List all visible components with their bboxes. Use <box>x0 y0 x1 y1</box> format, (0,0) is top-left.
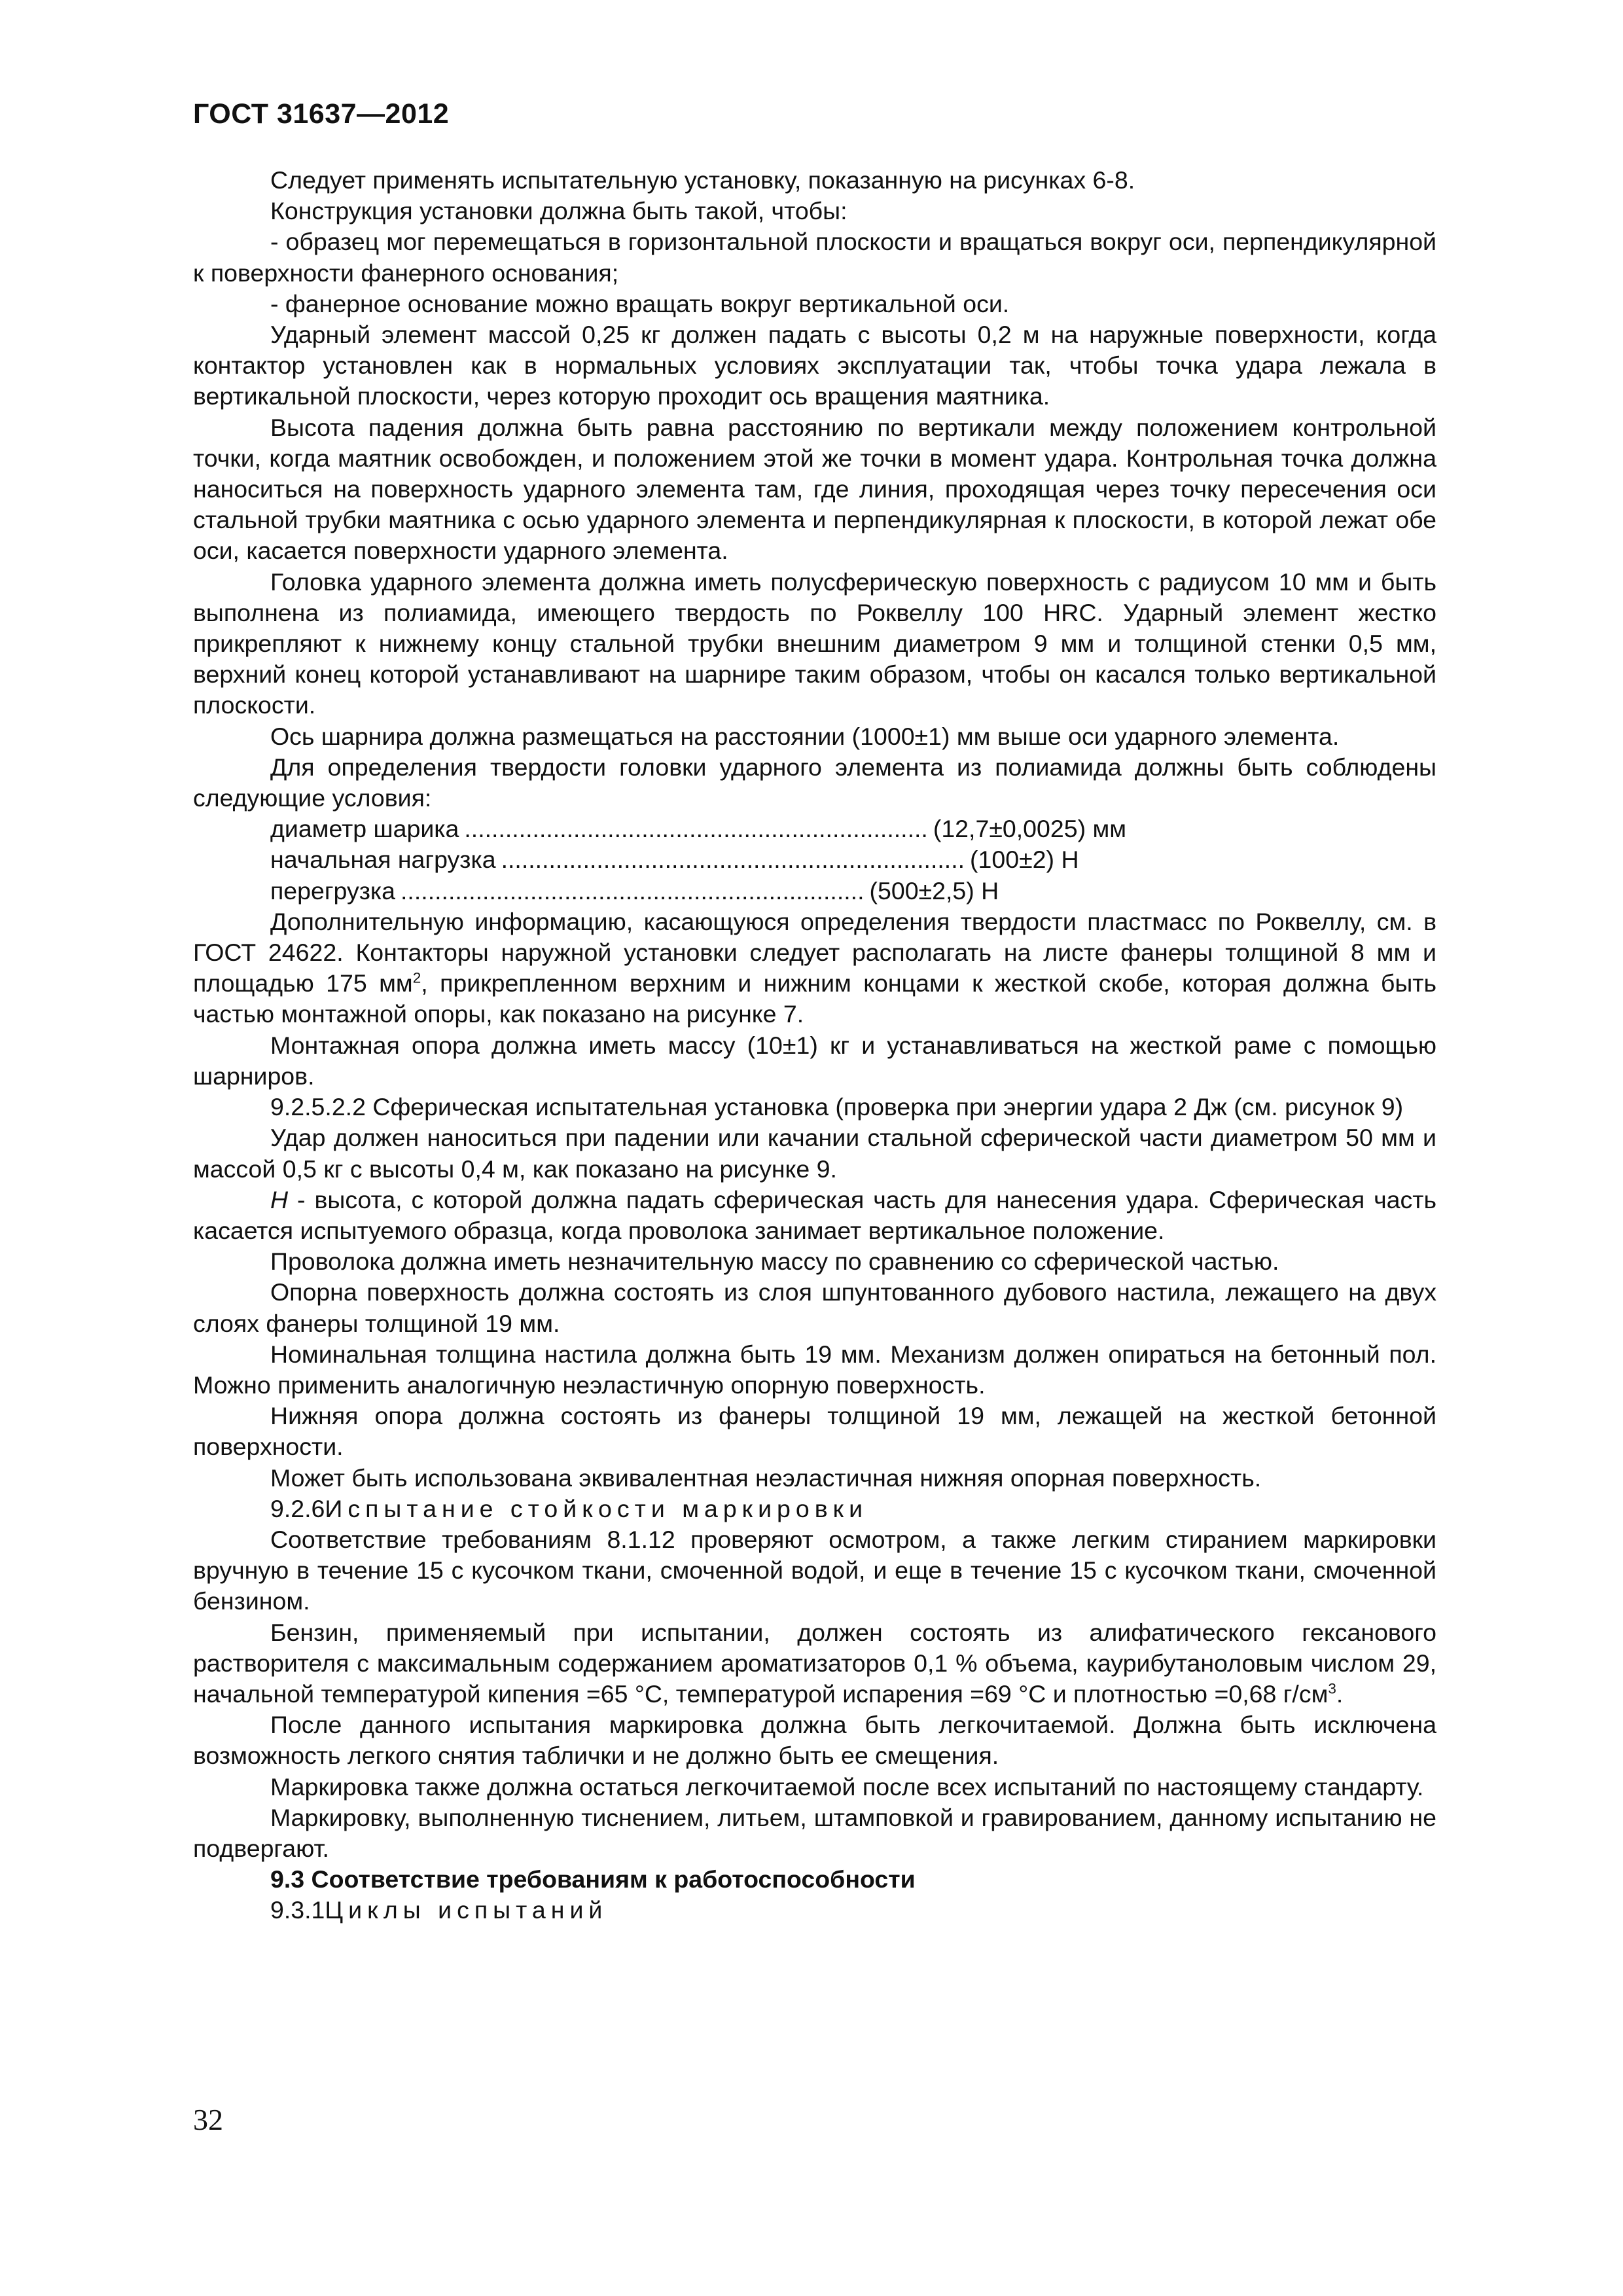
paragraph: Маркировка также должна остаться легкочитаемой после всех испытаний по настоящему стандарту. <box>270 1772 1424 1801</box>
paragraph: Конструкция установки должна быть такой, чтобы: <box>270 197 847 225</box>
condition-row <box>193 814 1127 844</box>
paragraph: Нижняя опора должна состоять из фанеры толщиной 19 мм, лежащей на жесткой бетонной поверхности. <box>193 1402 1436 1461</box>
condition-row <box>193 844 1079 875</box>
section-heading-9-3: 9.3 Соответствие требованиям к работоспособности <box>270 1865 916 1893</box>
paragraph <box>193 906 1436 1030</box>
paragraph-text: Бензин, применяемый при испытании, должен состоять из алифатического гексанового растворителя с максимальным содержанием ароматизаторов 0,1 % объема, каурибутаноловым числом 29, начальной температурой кипения =65 °С, температурой испарения =69 °С и плотностью =0,68 г/см <box>193 1618 1436 1708</box>
paragraph: Ударный элемент массой 0,25 кг должен падать с высоты 0,2 м на наружные поверхности, когда контактор установлен как в нормальных условиях эксплуатации так, чтобы точка удара лежала в вертикальной плоскости, через которую проходит ось вращения маятника. <box>193 321 1436 410</box>
section-heading-9-3-1 <box>193 1895 1436 1926</box>
paragraph: Проволока должна иметь незначительную массу по сравнению со сферической частью. <box>270 1247 1279 1276</box>
paragraph: Высота падения должна быть равна расстоянию по вертикали между положением контрольной точки, когда маятник освобожден, и положением этой же точки в момент удара. Контрольная точка должна наноситься на поверхность ударного элемента там, где линия, проходящая через точку пересечения оси стальной трубки маятника с осью ударного элемента и перпендикулярная к плоскости, в которой лежат обе оси, касается поверхности ударного элемента. <box>193 413 1436 565</box>
paragraph: Соответствие требованиям 8.1.12 проверяют осмотром, а также легким стиранием маркировки вручную в течение 15 с кусочком ткани, смоченной водой, и еще в течение 15 с кусочком ткани, смоченной бензином. <box>193 1525 1436 1615</box>
paragraph: Монтажная опора должна иметь массу (10±1) кг и устанавливаться на жесткой раме с помощью шарниров. <box>193 1031 1436 1090</box>
document-header: ГОСТ 31637—2012 <box>193 98 450 130</box>
condition-value: (500±2,5) Н <box>869 876 999 905</box>
paragraph: Может быть использована эквивалентная неэластичная нижняя опорная поверхность. <box>270 1463 1262 1492</box>
paragraph-text: - высота, с которой должна падать сферическая часть для нанесения удара. Сферическая часть касается испытуемого образца, когда проволока занимает вертикальное положение. <box>193 1185 1436 1244</box>
paragraph: Удар должен наноситься при падении или качании стальной сферической части диаметром 50 мм и массой 0,5 кг с высоты 0,4 м, как показано на рисунке 9. <box>193 1124 1436 1183</box>
document-body <box>193 165 1436 1926</box>
paragraph-text: Дополнительную информацию, касающуюся определения твердости пластмасс по Роквеллу, см. в ГОСТ 24622. Контакторы наружной установки следует располагать на листе фанеры толщиной 8 мм и площадью 175 мм <box>193 907 1436 997</box>
condition-value: (12,7±0,0025) мм <box>933 815 1127 843</box>
paragraph: 9.2.5.2.2 Сферическая испытательная установка (проверка при энергии удара 2 Дж (см. рисунок 9) <box>270 1093 1404 1121</box>
variable-h: H <box>270 1185 289 1213</box>
condition-value: (100±2) Н <box>970 846 1079 874</box>
section-number: 9.3.1 <box>270 1896 325 1924</box>
section-heading-9-2-6 <box>193 1494 1436 1524</box>
paragraph: Ось шарнира должна размещаться на расстоянии (1000±1) мм выше оси ударного элемента. <box>270 722 1340 750</box>
paragraph: - фанерное основание можно вращать вокруг вертикальной оси. <box>270 289 1010 317</box>
superscript: 3 <box>1328 1680 1336 1697</box>
paragraph: Маркировку, выполненную тиснением, литьем, штамповкой и гравированием, данному испытанию не подвергают. <box>193 1803 1436 1862</box>
paragraph: Следует применять испытательную установку, показанную на рисунках 6-8. <box>270 166 1135 194</box>
paragraph <box>193 1185 1436 1246</box>
section-number: 9.2.6 <box>270 1494 325 1522</box>
paragraph-text: . <box>1336 1679 1344 1708</box>
condition-label: перегрузка <box>270 876 396 905</box>
paragraph-text: , прикрепленном верхним и нижним концами к жесткой скобе, которая должна быть частью монтажной опоры, как показано на рисунке 7. <box>193 969 1437 1028</box>
paragraph: Головка ударного элемента должна иметь полусферическую поверхность с радиусом 10 мм и быть выполнена из полиамида, имеющего твердость по Роквеллу 100 HRC. Ударный элемент жестко прикрепляют к нижнему концу стальной трубки внешним диаметром 9 мм и толщиной стенки 0,5 мм, верхний конец которой устанавливают на шарнире таким образом, чтобы он касался только вертикальной плоскости. <box>193 567 1436 719</box>
paragraph: Номинальная толщина настила должна быть 19 мм. Механизм должен опираться на бетонный пол. Можно применить аналогичную неэластичную опорную поверхность. <box>193 1340 1436 1399</box>
section-title: Циклы испытаний <box>325 1896 608 1924</box>
condition-leader: .................................................................... <box>401 876 865 905</box>
paragraph: Опорна поверхность должна состоять из слоя шпунтованного дубового настила, лежащего на двух слоях фанеры толщиной 19 мм. <box>193 1278 1436 1337</box>
condition-label: диаметр шарика <box>270 815 459 843</box>
paragraph: После данного испытания маркировка должна быть легкочитаемой. Должна быть исключена возможность легкого снятия таблички и не должно быть ее смещения. <box>193 1711 1436 1770</box>
superscript: 2 <box>412 969 421 986</box>
paragraph: Для определения твердости головки ударного элемента из полиамида должны быть соблюдены следующие условия: <box>193 753 1436 812</box>
condition-leader: .................................................................... <box>464 815 928 843</box>
condition-leader: .................................................................... <box>501 846 965 874</box>
paragraph <box>193 1617 1436 1710</box>
paragraph: - образец мог перемещаться в горизонтальной плоскости и вращаться вокруг оси, перпендикулярной к поверхности фанерного основания; <box>193 228 1436 287</box>
page-number: 32 <box>193 2103 223 2136</box>
section-title: Испытание стойкости маркировки <box>325 1494 868 1522</box>
condition-label: начальная нагрузка <box>270 846 496 874</box>
condition-row <box>193 876 999 906</box>
